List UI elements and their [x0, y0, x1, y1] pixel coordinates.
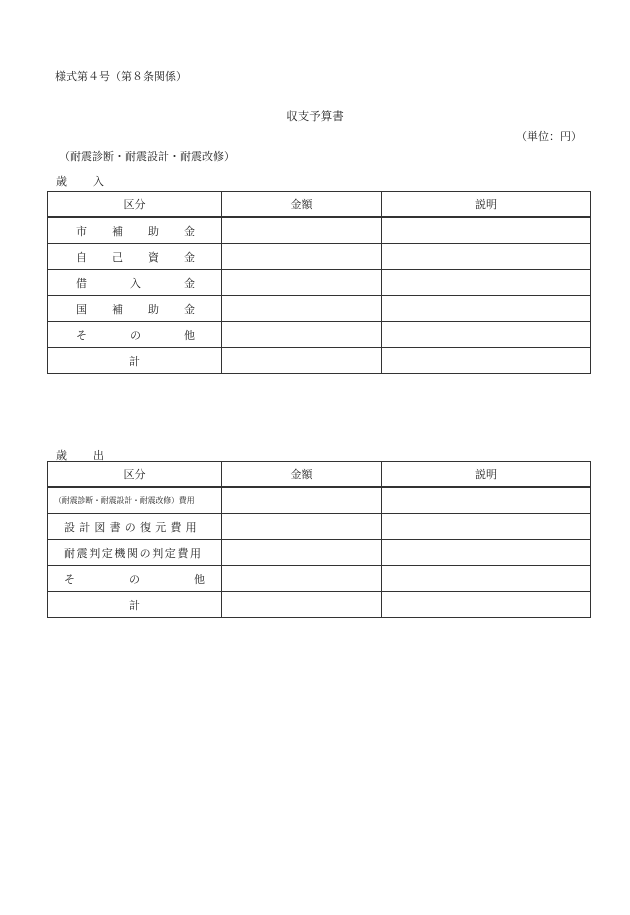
spread-label: 自 己 資 金	[76, 250, 195, 264]
column-header-amount: 金額	[222, 192, 382, 218]
row-label	[48, 296, 222, 322]
amount-cell[interactable]	[222, 592, 382, 618]
column-header-note: 説明	[382, 462, 591, 488]
note-cell[interactable]	[382, 566, 591, 592]
amount-cell[interactable]	[222, 487, 382, 514]
amount-cell[interactable]	[222, 540, 382, 566]
spread-label: 国 補 助 金	[76, 302, 195, 316]
note-cell[interactable]	[382, 296, 591, 322]
expense-header-row	[48, 462, 591, 488]
note-cell[interactable]	[382, 217, 591, 244]
row-label	[48, 244, 222, 270]
expense-heading: 歳出	[56, 449, 130, 462]
row-label	[48, 322, 222, 348]
income-heading: 歳入	[56, 175, 130, 188]
table-row	[48, 514, 591, 540]
note-cell[interactable]	[382, 592, 591, 618]
amount-cell[interactable]	[222, 514, 382, 540]
amount-cell[interactable]	[222, 270, 382, 296]
row-label	[48, 217, 222, 244]
column-header-category: 区分	[48, 462, 222, 488]
row-label: （耐震診断・耐震設計・耐震改修）費用	[48, 487, 222, 514]
note-cell[interactable]	[382, 348, 591, 374]
table-row	[48, 322, 591, 348]
table-row	[48, 487, 591, 514]
row-label	[48, 566, 222, 592]
row-label: 設計図書の復元費用	[48, 514, 222, 540]
income-header-row	[48, 192, 591, 218]
table-row-total	[48, 348, 591, 374]
total-label: 計	[48, 348, 222, 374]
table-row	[48, 217, 591, 244]
row-label: 耐震判定機関の判定費用	[48, 540, 222, 566]
scope-label: （耐震診断・耐震設計・耐震改修）	[59, 150, 235, 163]
spread-label: 借 入 金	[76, 276, 195, 290]
table-row	[48, 540, 591, 566]
column-header-amount: 金額	[222, 462, 382, 488]
note-cell[interactable]	[382, 487, 591, 514]
note-cell[interactable]	[382, 540, 591, 566]
expense-table	[47, 461, 591, 618]
table-row	[48, 296, 591, 322]
column-header-category: 区分	[48, 192, 222, 218]
total-label: 計	[48, 592, 222, 618]
note-cell[interactable]	[382, 514, 591, 540]
amount-cell[interactable]	[222, 217, 382, 244]
amount-cell[interactable]	[222, 322, 382, 348]
table-row	[48, 270, 591, 296]
note-cell[interactable]	[382, 270, 591, 296]
amount-cell[interactable]	[222, 296, 382, 322]
amount-cell[interactable]	[222, 244, 382, 270]
amount-cell[interactable]	[222, 348, 382, 374]
form-number: 様式第４号（第８条関係）	[55, 70, 187, 83]
spread-label: そ の 他	[64, 572, 205, 586]
table-row	[48, 244, 591, 270]
income-table	[47, 191, 591, 374]
amount-cell[interactable]	[222, 566, 382, 592]
spread-label: 市 補 助 金	[76, 224, 195, 238]
column-header-note: 説明	[382, 192, 591, 218]
row-label	[48, 270, 222, 296]
table-row	[48, 566, 591, 592]
document-title: 収支予算書	[286, 109, 344, 123]
unit-label: （単位：円）	[516, 130, 582, 143]
table-row-total	[48, 592, 591, 618]
note-cell[interactable]	[382, 244, 591, 270]
spread-label: そ の 他	[76, 328, 195, 342]
note-cell[interactable]	[382, 322, 591, 348]
